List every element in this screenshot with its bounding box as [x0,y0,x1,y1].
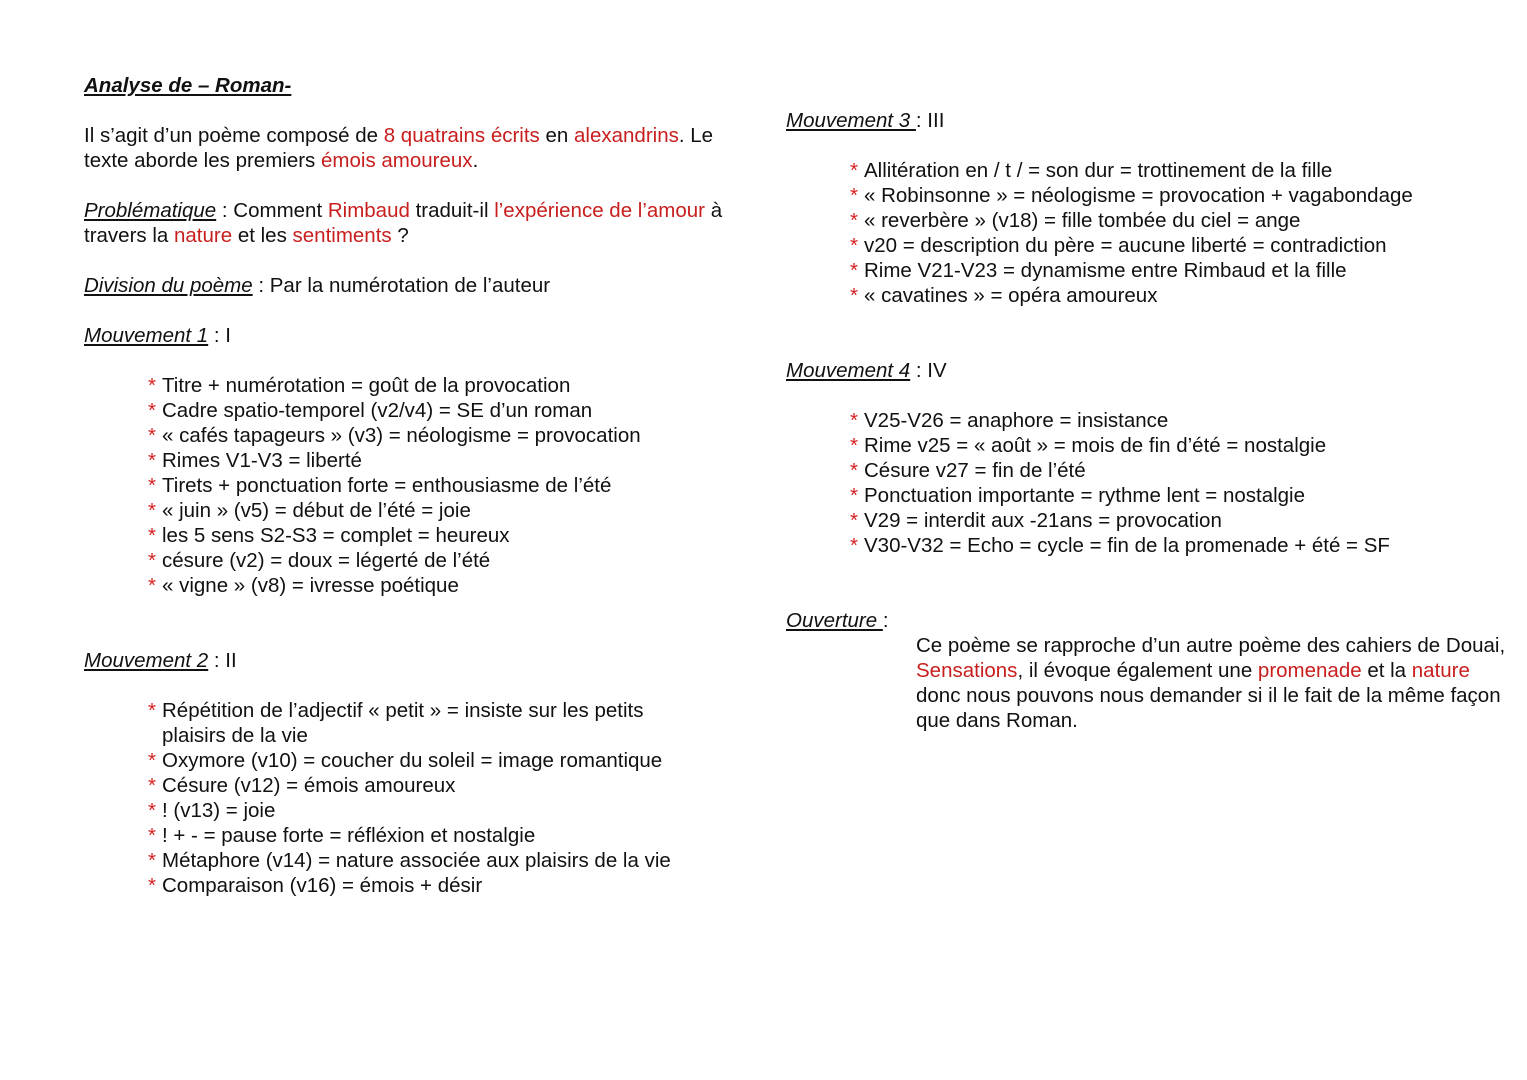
prob-text-4: et les [232,224,293,247]
list-item-text: V25-V26 = anaphore = insistance [864,409,1169,432]
division-text: : Par la numérotation de l’auteur [252,274,551,297]
bullet-star: * [850,159,858,182]
list-item-text: Métaphore (v14) = nature associée aux plaisirs de la vie [162,849,671,872]
bullet-star: * [148,499,156,522]
list-item-text: ! + - = pause forte = réfléxion et nostalgie [162,824,536,847]
mouvement-1-label: Mouvement 1 [84,324,209,347]
prob-highlight-2: l’expérience de l’amour [494,199,706,222]
ouv-text-4: donc nous pouvons nous demander si il le fait de la même façon que dans Roman. [916,684,1501,732]
prob-highlight-4: sentiments [292,224,392,247]
bullet-star: * [148,449,156,472]
ouv-text-3: et la [1361,659,1412,682]
bullet-star: * [850,434,858,457]
list-item-text: césure (v2) = doux = légerté de l’été [162,549,491,572]
prob-text-1: : Comment [216,199,328,222]
list-item [850,158,1506,183]
bullet-star: * [148,374,156,397]
list-item-text: Ponctuation importante = rythme lent = nostalgie [864,484,1306,507]
bullet-star: * [148,774,156,797]
ouverture-heading [786,608,1506,633]
bullet-star: * [850,284,858,307]
list-item [850,433,1506,458]
list-item-text: v20 = description du père = aucune liberté = contradiction [864,234,1387,257]
list-item-text: Répétition de l’adjectif « petit » = insiste sur les petits plaisirs de la vie [162,699,644,747]
list-item [148,573,724,598]
ouv-text-2: , il évoque également une [1017,659,1258,682]
ouverture-paragraph [786,633,1506,733]
list-item [850,208,1506,233]
bullet-star: * [850,534,858,557]
bullet-star: * [148,524,156,547]
list-item [850,283,1506,308]
mouvement-2-suffix: : II [208,649,237,672]
ouverture-suffix: : [882,609,889,632]
list-item [148,498,724,523]
bullet-star: * [850,459,858,482]
mouvement-4-suffix: : IV [910,359,947,382]
intro-highlight-1: 8 quatrains écrits [383,124,540,147]
list-item-text: « juin » (v5) = début de l’été = joie [162,499,471,522]
list-item-text: Cadre spatio-temporel (v2/v4) = SE d’un roman [162,399,593,422]
division-label: Division du poème [84,274,253,297]
list-item [148,423,724,448]
bullet-star: * [850,484,858,507]
list-item [850,483,1506,508]
mouvement-3-label: Mouvement 3 [786,109,916,132]
bullet-star: * [148,849,156,872]
prob-text-5: ? [391,224,409,247]
list-item [148,548,724,573]
mouvement-1-heading [84,323,724,348]
list-item-text: Rime v25 = « août » = mois de fin d’été = nostalgie [864,434,1327,457]
bullet-star: * [148,824,156,847]
bullet-star: * [850,234,858,257]
mouvement-4-list [786,408,1506,558]
list-item [850,508,1506,533]
bullet-star: * [148,699,156,722]
intro-highlight-3: émois amoureux [321,149,473,172]
list-item [850,233,1506,258]
page-title: Analyse de – Roman- [84,74,292,97]
list-item [148,873,678,898]
list-item-text: Rimes V1-V3 = liberté [162,449,362,472]
list-item-text: ! (v13) = joie [162,799,276,822]
bullet-star: * [850,409,858,432]
list-item-text: « reverbère » (v18) = fille tombée du ciel = ange [864,209,1301,232]
list-item [148,698,678,748]
list-item [148,473,724,498]
mouvement-3-list [786,158,1506,308]
prob-text-2: traduit-il [409,199,495,222]
mouvement-2-heading [84,648,724,673]
intro-text-1: Il s’agit d’un poème composé de [84,124,384,147]
bullet-star: * [148,574,156,597]
left-column [84,73,724,898]
list-item [850,458,1506,483]
intro-text-4: . [472,149,479,172]
list-item [148,773,678,798]
mouvement-4-label: Mouvement 4 [786,359,911,382]
ouv-highlight-2: promenade [1257,659,1362,682]
list-item-text: Allitération en / t / = son dur = trottinement de la fille [864,159,1333,182]
ouverture-label: Ouverture [786,609,883,632]
bullet-star: * [850,509,858,532]
intro-highlight-2: alexandrins [574,124,679,147]
list-item [148,398,724,423]
bullet-star: * [148,874,156,897]
mouvement-1-suffix: : I [208,324,231,347]
ouv-highlight-1: Sensations [916,659,1018,682]
list-item-text: Tirets + ponctuation forte = enthousiasme de l’été [162,474,612,497]
list-item [148,748,678,773]
list-item [148,523,724,548]
mouvement-3-suffix: : III [915,109,945,132]
list-item [148,798,678,823]
problematique-paragraph [84,198,724,248]
list-item-text: Titre + numérotation = goût de la provocation [162,374,571,397]
mouvement-1-list [84,373,724,598]
list-item-text: « cavatines » = opéra amoureux [864,284,1158,307]
bullet-star: * [850,184,858,207]
mouvement-2-label: Mouvement 2 [84,649,209,672]
mouvement-2-list [84,698,678,898]
prob-highlight-3: nature [174,224,233,247]
bullet-star: * [148,399,156,422]
bullet-star: * [148,424,156,447]
list-item-text: les 5 sens S2-S3 = complet = heureux [162,524,510,547]
list-item-text: V29 = interdit aux -21ans = provocation [864,509,1222,532]
bullet-star: * [850,209,858,232]
list-item-text: V30-V32 = Echo = cycle = fin de la promenade + été = SF [864,534,1390,557]
list-item-text: Oxymore (v10) = coucher du soleil = image romantique [162,749,663,772]
list-item [148,848,678,873]
bullet-star: * [148,474,156,497]
list-item [850,533,1506,558]
list-item-text: Comparaison (v16) = émois + désir [162,874,483,897]
bullet-star: * [148,799,156,822]
ouv-text-1: Ce poème se rapproche d’un autre poème des cahiers de Douai, [916,634,1506,657]
list-item-text: « vigne » (v8) = ivresse poétique [162,574,459,597]
list-item [850,258,1506,283]
list-item [148,448,724,473]
intro-text-3: . Le texte aborde les premiers [84,124,714,172]
list-item-text: Rime V21-V23 = dynamisme entre Rimbaud et la fille [864,259,1347,282]
mouvement-4-heading [786,358,1506,383]
list-item [148,373,724,398]
bullet-star: * [148,549,156,572]
bullet-star: * [148,749,156,772]
intro-text-2: en [539,124,575,147]
problematique-label: Problématique [84,199,217,222]
prob-text-3: à travers la [84,199,723,247]
list-item-text: « Robinsonne » = néologisme = provocation + vagabondage [864,184,1413,207]
list-item-text: « cafés tapageurs » (v3) = néologisme = provocation [162,424,641,447]
ouv-highlight-3: nature [1411,659,1470,682]
list-item-text: Césure v27 = fin de l’été [864,459,1086,482]
list-item [850,408,1506,433]
division-paragraph [84,273,724,298]
list-item-text: Césure (v12) = émois amoureux [162,774,456,797]
intro-paragraph [84,123,724,173]
right-column [786,108,1506,733]
list-item [850,183,1506,208]
bullet-star: * [850,259,858,282]
list-item [148,823,678,848]
prob-highlight-1: Rimbaud [327,199,410,222]
mouvement-3-heading [786,108,1506,133]
